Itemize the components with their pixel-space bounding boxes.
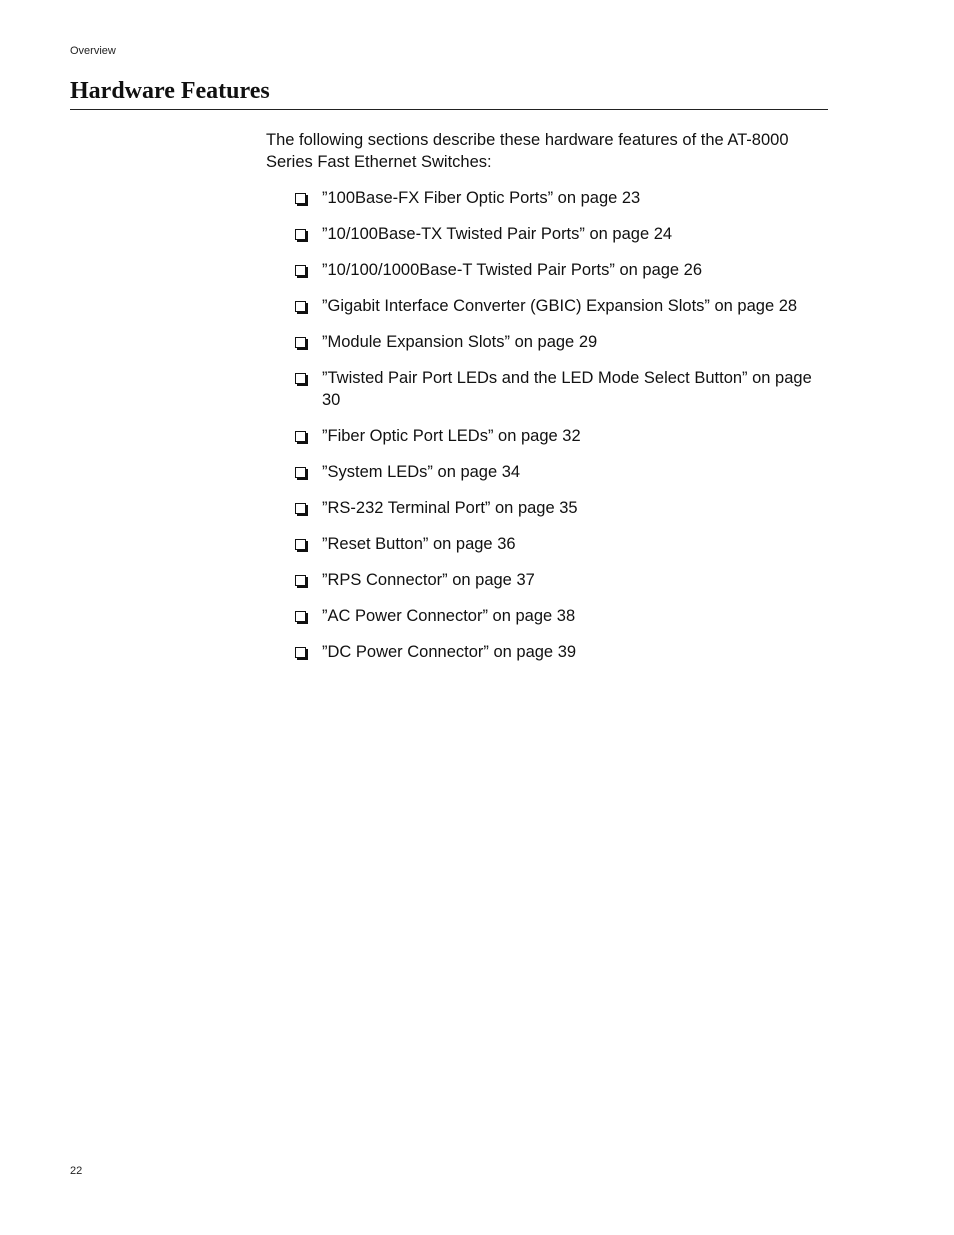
list-item-link[interactable]: ”Gigabit Interface Converter (GBIC) Expansion Slots” on page 28 xyxy=(322,297,798,315)
list-item[interactable] xyxy=(294,331,834,353)
page-number: 22 xyxy=(70,1165,83,1177)
list-item-link[interactable]: ”Fiber Optic Port LEDs” on page 32 xyxy=(322,427,581,445)
list-item[interactable] xyxy=(294,497,834,519)
list-item-link[interactable]: ”Twisted Pair Port LEDs and the LED Mode Select Button” on page 30 xyxy=(322,369,812,409)
list-item-link[interactable]: ”10/100/1000Base-T Twisted Pair Ports” on page 26 xyxy=(322,261,703,279)
list-item-link[interactable]: ”RS-232 Terminal Port” on page 35 xyxy=(322,499,578,517)
checkbox-icon xyxy=(295,193,306,204)
list-item-link[interactable]: ”System LEDs” on page 34 xyxy=(322,463,521,481)
list-item-link[interactable]: ”AC Power Connector” on page 38 xyxy=(322,607,576,625)
intro-paragraph: The following sections describe these hardware features of the AT-8000 Series Fast Ethernet Switches: xyxy=(266,131,789,171)
checkbox-icon xyxy=(295,503,306,514)
checkbox-icon xyxy=(295,229,306,240)
section-title: Hardware Features xyxy=(70,78,270,104)
list-item[interactable] xyxy=(294,223,834,245)
checkbox-icon xyxy=(295,265,306,276)
list-item[interactable] xyxy=(294,533,834,555)
checkbox-icon xyxy=(295,539,306,550)
list-item[interactable] xyxy=(294,425,834,447)
list-item-link[interactable]: ”100Base-FX Fiber Optic Ports” on page 23 xyxy=(322,189,641,207)
checkbox-icon xyxy=(295,647,306,658)
list-item[interactable] xyxy=(294,259,834,281)
list-item[interactable] xyxy=(294,367,834,411)
list-item[interactable] xyxy=(294,461,834,483)
list-item[interactable] xyxy=(294,605,834,627)
checkbox-icon xyxy=(295,337,306,348)
checkbox-icon xyxy=(295,611,306,622)
list-item-link[interactable]: ”Reset Button” on page 36 xyxy=(322,535,516,553)
list-item[interactable] xyxy=(294,569,834,591)
list-item-link[interactable]: ”Module Expansion Slots” on page 29 xyxy=(322,333,598,351)
title-rule xyxy=(70,109,828,110)
list-item[interactable] xyxy=(294,295,834,317)
running-header: Overview xyxy=(70,45,116,57)
checkbox-icon xyxy=(295,373,306,384)
list-item[interactable] xyxy=(294,641,834,663)
list-item-link[interactable]: ”DC Power Connector” on page 39 xyxy=(322,643,577,661)
list-item-link[interactable]: ”RPS Connector” on page 37 xyxy=(322,571,535,589)
list-item-link[interactable]: ”10/100Base-TX Twisted Pair Ports” on page 24 xyxy=(322,225,673,243)
checkbox-icon xyxy=(295,575,306,586)
checkbox-icon xyxy=(295,467,306,478)
checkbox-icon xyxy=(295,301,306,312)
checkbox-icon xyxy=(295,431,306,442)
feature-list xyxy=(294,187,834,677)
list-item[interactable] xyxy=(294,187,834,209)
